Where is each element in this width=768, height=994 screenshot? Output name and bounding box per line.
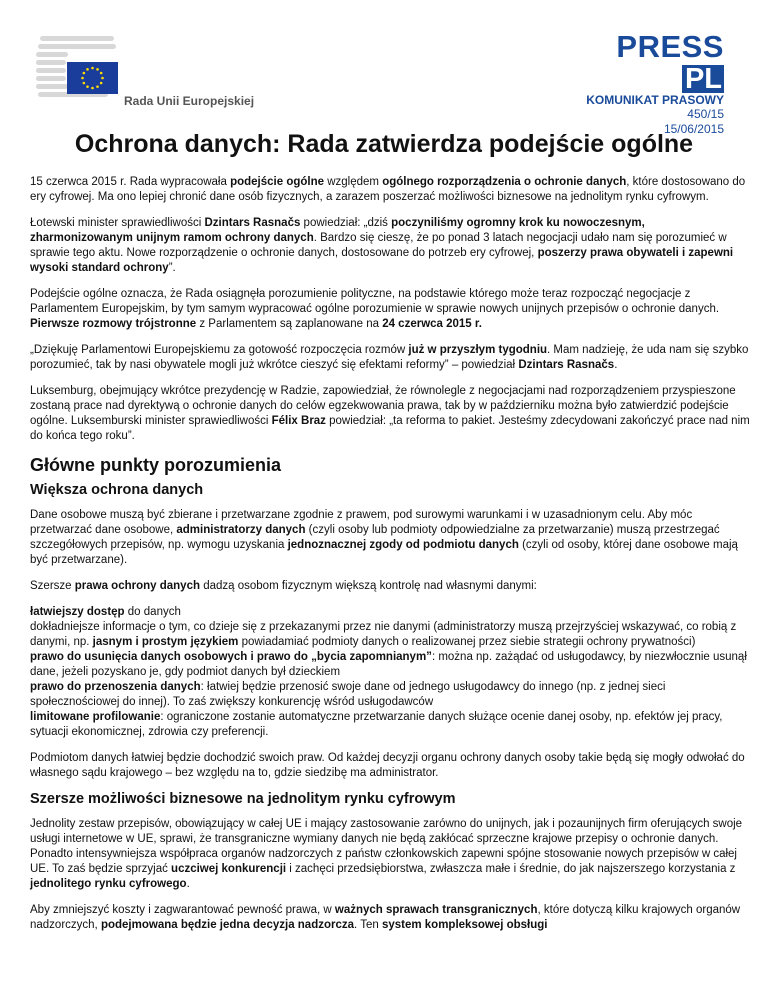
list-item: limitowane profilowanie: ograniczone zostanie automatyczne przetwarzanie danych służące ocenie danej osoby, np. efektów jej pracy, sytuacji ekonomicznej, zdrowia czy preferencji.	[30, 711, 723, 738]
paragraph-minister-quote: Łotewski minister sprawiedliwości Dzintars Rasnačs powiedział: „dziś poczyniliśmy ogromny krok ku nowoczesnym, zharmonizowanym unijnym ramom ochrony danych. Bardzo się cieszę, że po ponad 3 latach negocjacji udało nam się porozumieć w sprawie tego aktu. Nowe rozporządzenie o ochronie danych, dostosowane do potrzeb ery cyfrowej, poszerzy prawa obywateli i zapewni wysoki standard ochrony”.	[30, 217, 734, 274]
paragraph-intro: 15 czerwca 2015 r. Rada wypracowała podejście ogólne względem ogólnego rozporządzenia o ochronie danych, które dostosowano do ery cyfrowej. Ma ono lepiej chronić dane osób fizycznych, a zarazem poszerzać możliwości biznesowe na jednolitym rynku cyfrowym.	[30, 176, 746, 203]
paragraph-one-stop-shop: Aby zmniejszyć koszty i zagwarantować pewność prawa, w ważnych sprawach transgranicznych, które dotyczą kilku krajowych organów nadzorczych, podejmowana będzie jedna decyzja nadzorcza. Ten system kompleksowej obsługi	[30, 904, 741, 931]
list-item: prawo do usunięcia danych osobowych i prawo do „bycia zapomnianym”: można np. zażądać od usługodawcy, by niezwłocznie usunął dane, jeżeli pozyskano je, gdy podmiot danych był dzieckiem	[30, 651, 747, 678]
press-word: PRESS	[616, 29, 724, 64]
paragraph-general-approach: Podejście ogólne oznacza, że Rada osiągnęła porozumienie polityczne, na podstawie którego może teraz rozpocząć negocjacje z Parlamentem Europejskim, by tym samym wypracować ogólne porozumienie w sprawie nowych unijnych przepisów o ochronie danych. Pierwsze rozmowy trójstronne z Parlamentem są zaplanowane na 24 czerwca 2015 r.	[30, 288, 720, 330]
list-item: dokładniejsze informacje o tym, co dzieje się z przekazanymi przez nie danymi (administratorzy muszą przejrzyściej wskazywać, co robią z danymi, np. jasnym i prostym językiem powiadamiać podmioty danych o realizowanej przez siebie strategii ochrony prywatności)	[30, 621, 737, 648]
paragraph-rights: Szersze prawa ochrony danych dadzą osobom fizycznym większą kontrolę nad własnymi danymi:	[30, 580, 537, 592]
paragraph-single-rules: Jednolity zestaw przepisów, obowiązujący w całej UE i mający zastosowanie zarówno do unijnych, jak i pozaunijnych firm oferujących swoje usługi internetowe w UE, sprawi, że transgraniczne wymiany danych nie będą zakłócać sprzeczne krajowe przepisy o ochronie danych. Ponadto intensywniejsza współpraca organów nadzorczych z państw członkowskich zapewni spójne stosowanie nowych przepisów w całej UE. To zaś będzie sprzyjać uczciwej konkurencji i zachęci przedsiębiorstwa, zwłaszcza małe i średnie, do jak najszerszego korzystania z jednolitego rynku cyfrowego.	[30, 818, 743, 890]
paragraph-personal-data: Dane osobowe muszą być zbierane i przetwarzane zgodnie z prawem, pod surowymi warunkami i w uzasadnionym celu. Aby móc przetwarzać dane osobowe, administratorzy danych (czyli osoby lub podmioty odpowiedzialne za przetwarzanie) muszą przestrzegać szczegółowych przepisów, np. wymogu uzyskania jednoznacznej zgody od podmiotu danych (czyli od osoby, której dane osobowe mają być przetwarzane).	[30, 509, 738, 566]
paragraph-thanks: „Dziękuję Parlamentowi Europejskiemu za gotowość rozpoczęcia rozmów już w przyszłym tygodniu. Mam nadzieję, że uda nam się szybko porozumieć, tak by nasi obywatele mogli już wkrótce cieszyć się efektami reformy” – powiedział Dzintars Rasnačs.	[30, 344, 749, 371]
council-name: Rada Unii Europejskiej	[124, 94, 255, 108]
paragraph-appeal: Podmiotom danych łatwiej będzie dochodzić swoich praw. Od każdej decyzji organu ochrony danych osoby takie będą się mogły odwołać do własnego sądu krajowego – bez względu na to, gdzie siedzibę ma administrator.	[30, 752, 745, 779]
subheading-business: Szersze możliwości biznesowe na jednolitym rynku cyfrowym	[30, 791, 456, 807]
release-type: KOMUNIKAT PRASOWY	[586, 93, 724, 107]
language-badge: PL	[682, 65, 724, 93]
rights-list	[30, 605, 750, 740]
release-date: 15/06/2015	[663, 122, 724, 136]
press-block	[586, 29, 724, 137]
release-number: 450/15	[687, 107, 724, 121]
subheading-protection: Większa ochrona danych	[30, 482, 204, 498]
article-body	[30, 175, 750, 944]
list-item: łatwiejszy dostęp do danych	[30, 606, 181, 618]
list-item: prawo do przenoszenia danych: łatwiej będzie przenosić swoje dane od jednego usługodawcy do innego (np. z jednej sieci społecznościowej do innej). To zaś zwiększy konkurencję wśród usługodawców	[30, 681, 666, 708]
paragraph-luxembourg: Luksemburg, obejmujący wkrótce prezydencję w Radzie, zapowiedział, że równolegle z negocjacjami nad rozporządzeniem przyspieszone zostaną prace nad dyrektywą o ochronie danych do celów egzekwowania prawa, tak by w październiku można było zatwierdzić podejście ogólne. Luksemburski minister sprawiedliwości Félix Braz powiedział: „ta reforma to pakiet. Jesteśmy zdecydowani zakończyć prace nad nim do końca tego roku”.	[30, 385, 750, 442]
section-heading-main-points: Główne punkty porozumienia	[30, 455, 282, 475]
eu-flag-icon	[67, 62, 118, 94]
page-title: Ochrona danych: Rada zatwierdza podejście ogólne	[74, 130, 694, 158]
